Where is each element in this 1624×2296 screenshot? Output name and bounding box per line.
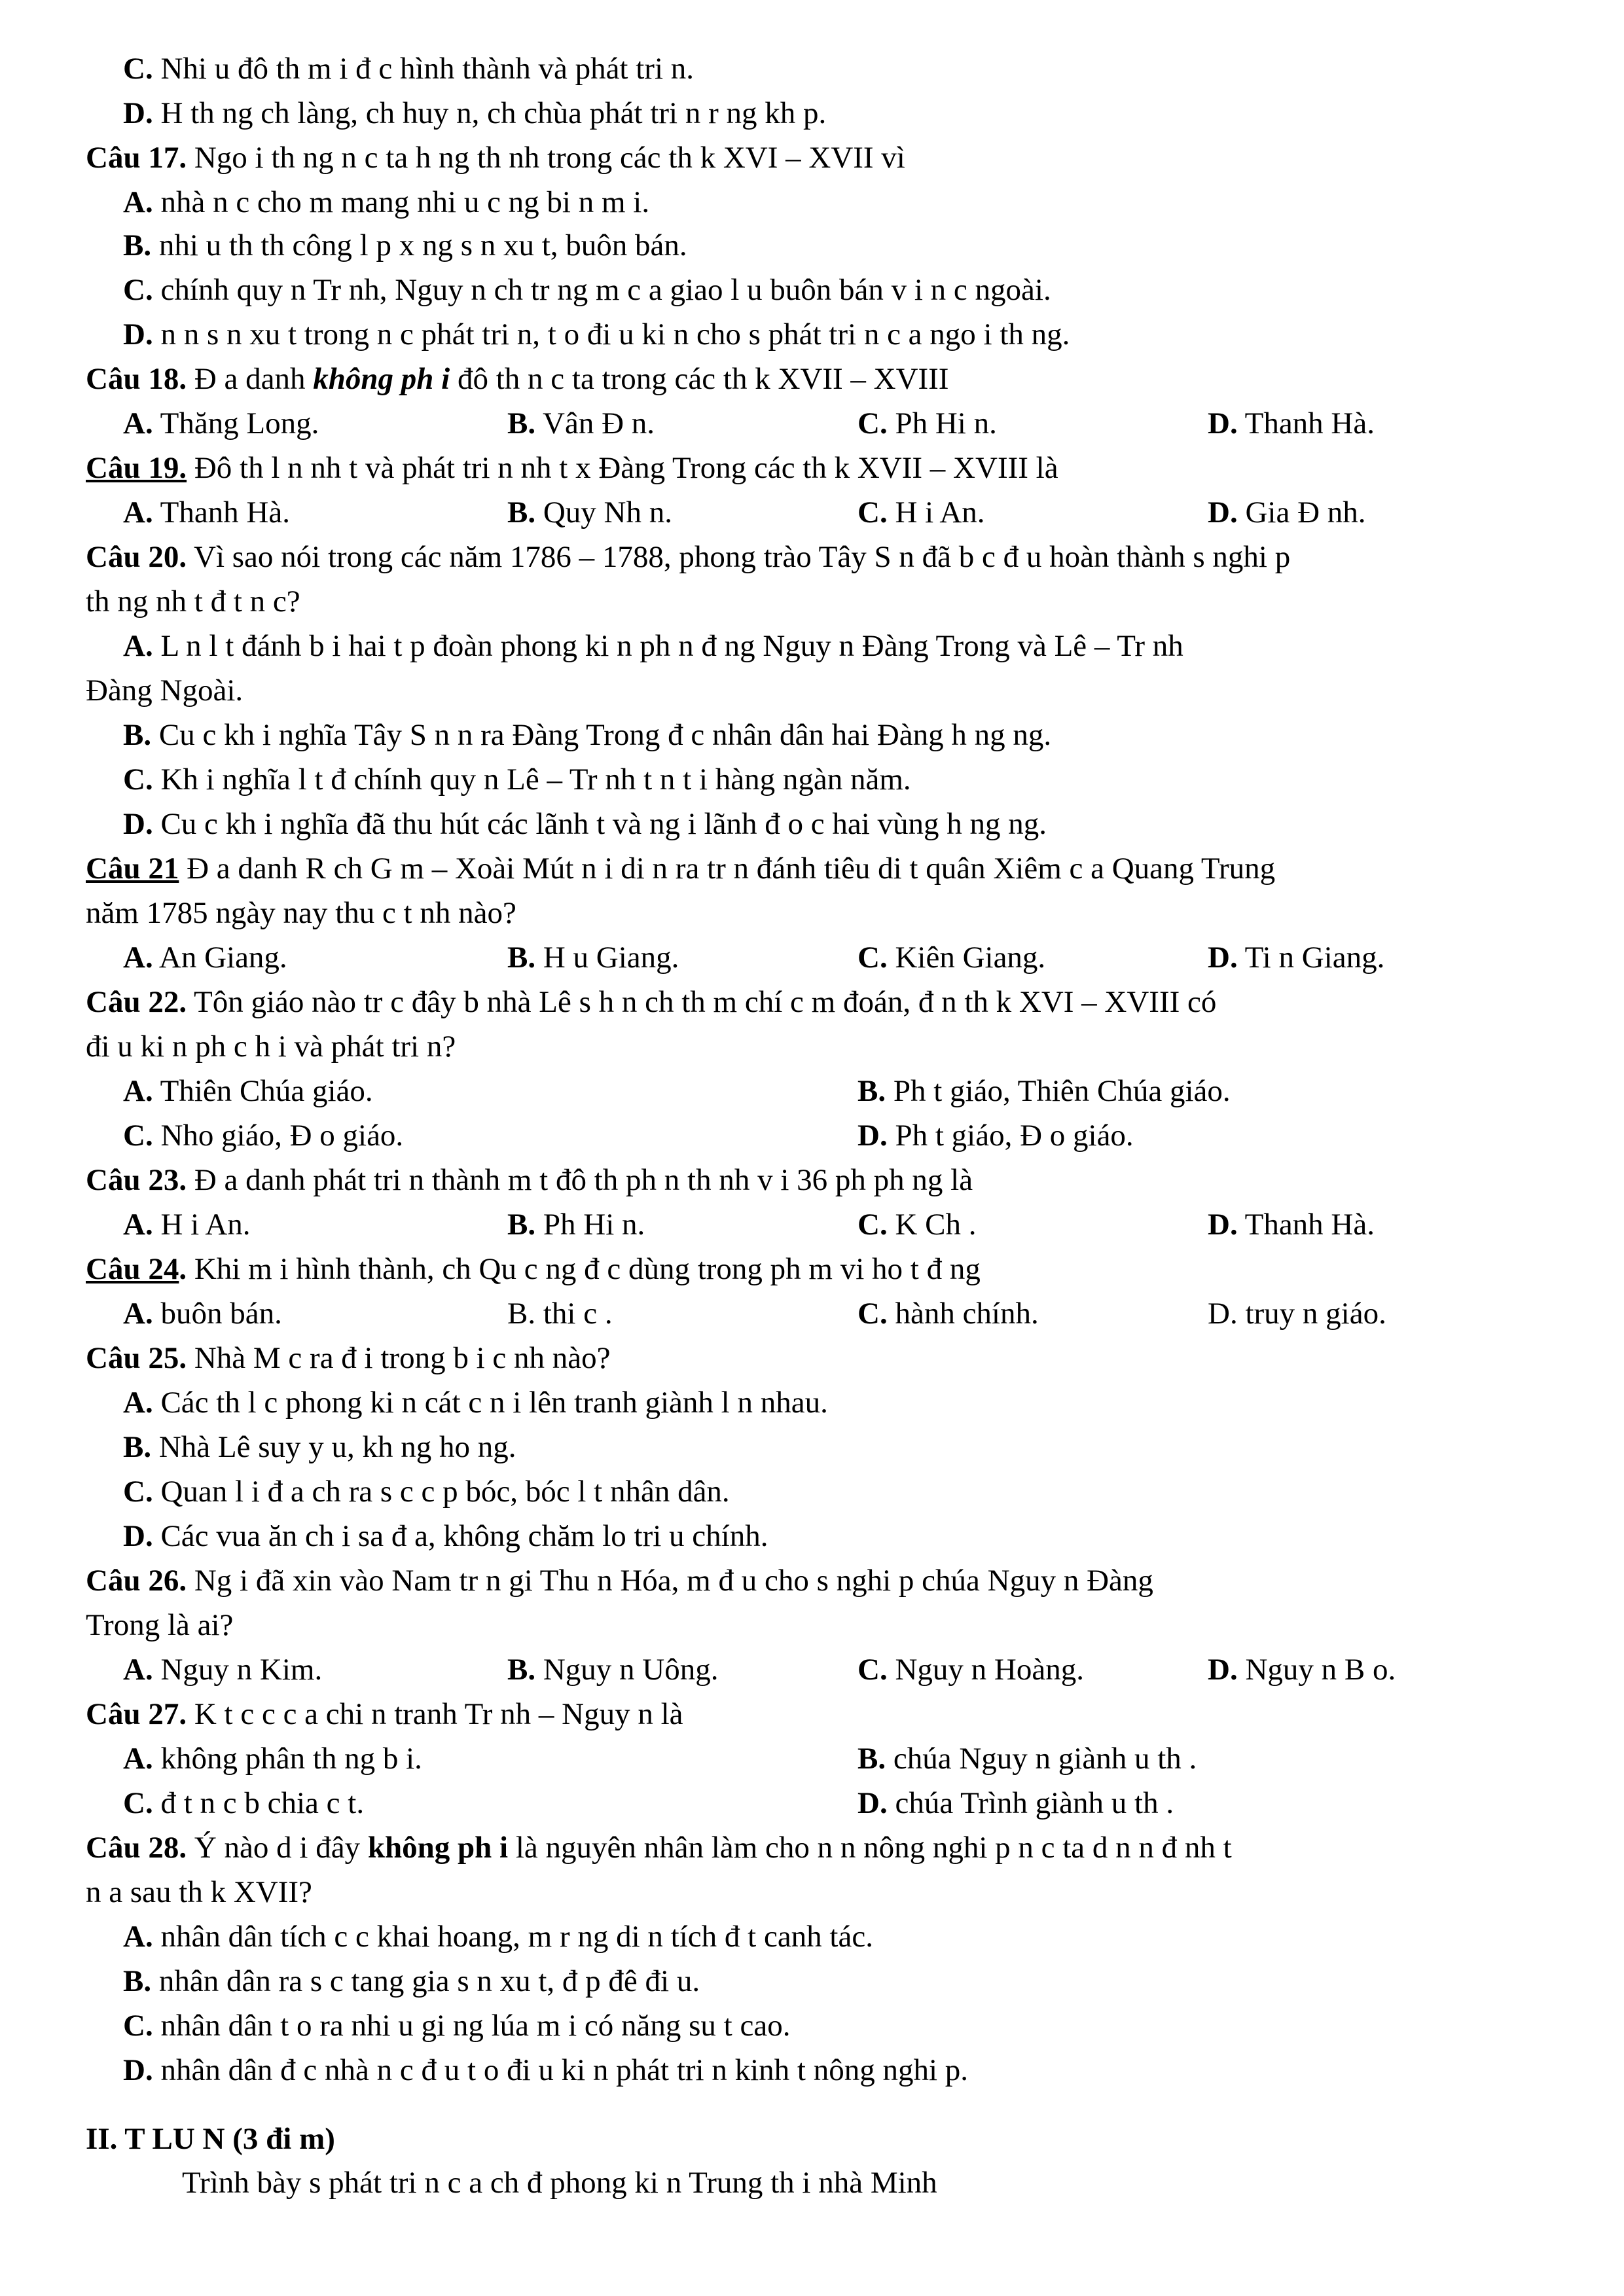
part2-heading: II. T LU N (3 đi m) [86,2122,335,2156]
q18-option-a: A. Thăng Long. [123,406,319,440]
q23-option-a: A. H i An. [123,1208,251,1242]
q26-stem-line1: Câu 26. Ng i đã xin vào Nam tr n gi Thu n Hóa, m đ u cho s nghi p chúa Nguy n Đàng [86,1564,1153,1598]
q20-option-b: B. Cu c kh i nghĩa Tây S n n ra Đàng Trong đ c nhân dân hai Đàng h ng ng. [123,718,1052,752]
q18-option-c: C. Ph Hi n. [857,406,997,440]
q28-option-d: D. nhân dân đ c nhà n c đ u t o đi u ki n phát tri n kinh t nông nghi p. [123,2053,969,2087]
q18-option-d: D. Thanh Hà. [1208,406,1375,440]
q26-stem-line2: Trong là ai? [86,1608,234,1642]
q27-option-d: D. chúa Trình giành u th . [857,1786,1174,1820]
q21-option-c: C. Kiên Giang. [857,941,1046,975]
q28-stem-line1: Câu 28. Ý nào d i đây không ph i là nguyên nhân làm cho n n nông nghi p n c ta d n n đ nh t [86,1831,1232,1865]
q19-option-a: A. Thanh Hà. [123,495,290,529]
q20-option-d: D. Cu c kh i nghĩa đã thu hút các lãnh t và ng i lãnh đ o c hai vùng h ng ng. [123,807,1047,841]
q27-option-a: A. không phân th ng b i. [123,1742,422,1776]
q19-option-d: D. Gia Đ nh. [1208,495,1366,529]
q23-option-c: C. K Ch . [857,1208,977,1242]
q22-option-b: B. Ph t giáo, Thiên Chúa giáo. [857,1074,1231,1108]
q27-stem: Câu 27. K t c c c a chi n tranh Tr nh – Nguy n là [86,1697,683,1731]
q16-option-d: D. H th ng ch làng, ch huy n, ch chùa phát tri n r ng kh p. [123,96,827,130]
q20-option-c: C. Kh i nghĩa l t đ chính quy n Lê – Tr nh t n t i hàng ngàn năm. [123,762,911,797]
q19-option-b: B. Quy Nh n. [507,495,672,529]
q22-option-c: C. Nho giáo, Đ o giáo. [123,1119,404,1153]
part2-prompt: Trình bày s phát tri n c a ch đ phong ki n Trung th i nhà Minh [182,2166,937,2200]
q21-option-d: D. Ti n Giang. [1208,941,1385,975]
q19-option-c: C. H i An. [857,495,985,529]
q20-option-a-line2: Đàng Ngoài. [86,673,244,708]
q22-option-d: D. Ph t giáo, Đ o giáo. [857,1119,1134,1153]
q27-option-c: C. đ t n c b chia c t. [123,1786,365,1820]
q17-option-a: A. nhà n c cho m mang nhi u c ng bi n m i. [123,185,650,219]
q23-stem: Câu 23. Đ a danh phát tri n thành m t đô th ph n th nh v i 36 ph ph ng là [86,1163,973,1197]
q26-option-c: C. Nguy n Hoàng. [857,1653,1084,1687]
q24-option-a: A. buôn bán. [123,1297,282,1331]
q25-stem: Câu 25. Nhà M c ra đ i trong b i c nh nào? [86,1341,611,1375]
q21-stem-line2: năm 1785 ngày nay thu c t nh nào? [86,896,516,930]
q20-option-a-line1: A. L n l t đánh b i hai t p đoàn phong ki n ph n đ ng Nguy n Đàng Trong và Lê – Tr nh [123,629,1183,663]
q18-stem: Câu 18. Đ a danh không ph i đô th n c ta trong các th k XVII – XVIII [86,362,949,396]
q25-option-a: A. Các th l c phong ki n cát c n i lên tranh giành l n nhau. [123,1386,828,1420]
q21-stem-line1: Câu 21 Đ a danh R ch G m – Xoài Mút n i di n ra tr n đánh tiêu di t quân Xiêm c a Quang Trung [86,852,1276,886]
q17-option-d: D. n n s n xu t trong n c phát tri n, t o đi u ki n cho s phát tri n c a ngo i th ng. [123,317,1070,351]
q24-option-c: C. hành chính. [857,1297,1039,1331]
q28-stem-line2: n a sau th k XVII? [86,1875,312,1909]
q16-option-c: C. Nhi u đô th m i đ c hình thành và phát tri n. [123,52,695,86]
q26-option-a: A. Nguy n Kim. [123,1653,323,1687]
q21-option-b: B. H u Giang. [507,941,679,975]
q25-option-b: B. Nhà Lê suy y u, kh ng ho ng. [123,1430,516,1464]
q21-option-a: A. An Giang. [123,941,287,975]
q23-option-d: D. Thanh Hà. [1208,1208,1375,1242]
q20-stem-line2: th ng nh t đ t n c? [86,584,300,619]
q24-option-b: B. thi c . [507,1297,613,1331]
q22-option-a: A. Thiên Chúa giáo. [123,1074,373,1108]
q20-stem-line1: Câu 20. Vì sao nói trong các năm 1786 – 1788, phong trào Tây S n đã b c đ u hoàn thành s nghi p [86,540,1291,574]
q26-option-d: D. Nguy n B o. [1208,1653,1396,1687]
q27-option-b: B. chúa Nguy n giành u th . [857,1742,1197,1776]
q28-option-a: A. nhân dân tích c c khai hoang, m r ng di n tích đ t canh tác. [123,1920,873,1954]
q28-option-c: C. nhân dân t o ra nhi u gi ng lúa m i có năng su t cao. [123,2009,791,2043]
q24-option-d: D. truy n giáo. [1208,1297,1386,1331]
q22-stem-line2: đi u ki n ph c h i và phát tri n? [86,1030,456,1064]
q17-stem: Câu 17. Ngo i th ng n c ta h ng th nh trong các th k XVI – XVII vì [86,141,905,175]
q25-option-c: C. Quan l i đ a ch ra s c c p bóc, bóc l t nhân dân. [123,1475,730,1509]
q22-stem-line1: Câu 22. Tôn giáo nào tr c đây b nhà Lê s h n ch th m chí c m đoán, đ n th k XVI – XVIII có [86,985,1217,1019]
q24-stem: Câu 24. Khi m i hình thành, ch Qu c ng đ c dùng trong ph m vi ho t đ ng [86,1252,981,1286]
q19-stem: Câu 19. Đô th l n nh t và phát tri n nh t x Đàng Trong các th k XVII – XVIII là [86,451,1058,485]
q25-option-d: D. Các vua ăn ch i sa đ a, không chăm lo tri u chính. [123,1519,768,1553]
q17-option-c: C. chính quy n Tr nh, Nguy n ch tr ng m c a giao l u buôn bán v i n c ngoài. [123,273,1051,307]
q23-option-b: B. Ph Hi n. [507,1208,645,1242]
q18-option-b: B. Vân Đ n. [507,406,655,440]
q17-option-b: B. nhi u th th công l p x ng s n xu t, buôn bán. [123,228,687,262]
q26-option-b: B. Nguy n Uông. [507,1653,719,1687]
q28-option-b: B. nhân dân ra s c tang gia s n xu t, đ p đê đi u. [123,1964,700,1998]
